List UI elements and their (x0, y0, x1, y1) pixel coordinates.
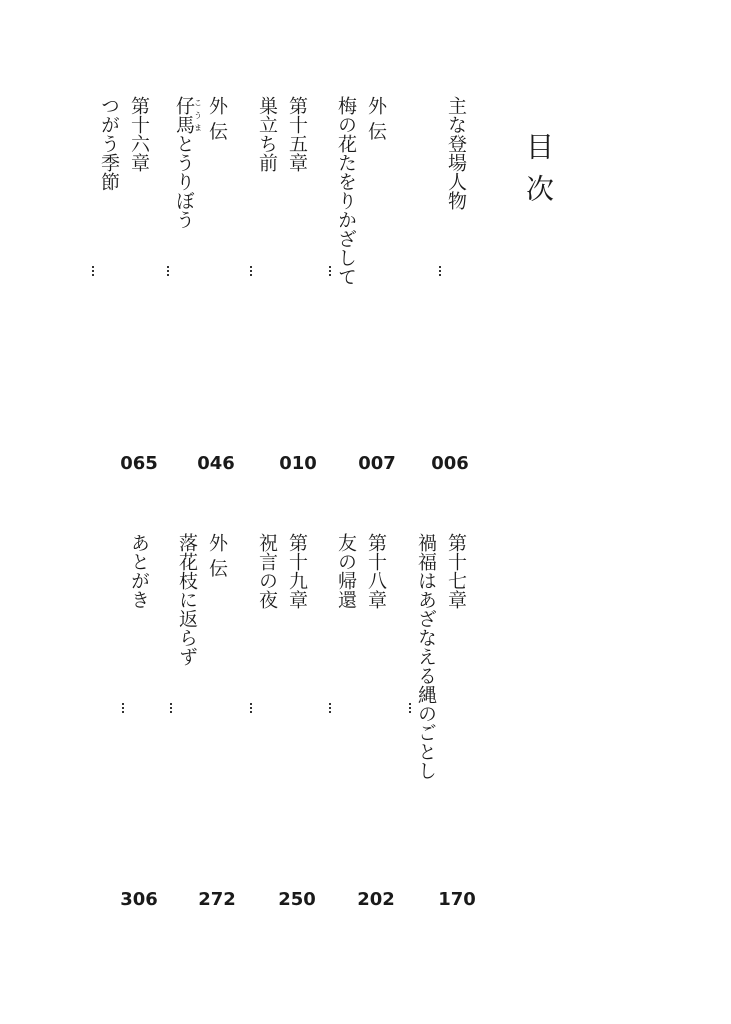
toc-entry-gaiden-ume[interactable] (335, 96, 391, 446)
page-title: 目次 (522, 132, 555, 216)
page-number: 046 (197, 453, 235, 474)
chapter-label: 外 伝 (206, 96, 228, 141)
toc-entry-chapter-18[interactable] (335, 533, 391, 883)
toc-entry-chapter-15[interactable] (256, 96, 312, 446)
chapter-label: 外 伝 (206, 533, 228, 578)
toc-entry-characters[interactable] (441, 96, 471, 446)
toc-entry-chapter-19[interactable] (256, 533, 312, 883)
page-number: 306 (120, 889, 158, 910)
chapter-label: 第十九章 (286, 533, 308, 609)
leader-dots (167, 266, 169, 276)
page-number: 065 (120, 453, 158, 474)
page-number: 202 (357, 889, 395, 910)
leader-dots (329, 266, 331, 276)
leader-dots (329, 703, 331, 713)
chapter-label: 外 伝 (365, 96, 387, 141)
entry-name: 巣立ち前 (256, 96, 278, 172)
chapter-label: 第十七章 (445, 533, 467, 609)
page-number: 007 (358, 453, 396, 474)
leader-dots (170, 703, 172, 713)
leader-dots (439, 266, 441, 276)
toc-entry-afterword[interactable] (124, 533, 154, 883)
toc-entry-chapter-16[interactable] (98, 96, 154, 446)
entry-name: あとがき (128, 533, 150, 609)
leader-dots (250, 266, 252, 276)
entry-name: 仔馬こうまとうりぼう (173, 96, 203, 229)
entry-name: 落花枝に返らず (176, 533, 198, 666)
leader-dots (409, 703, 411, 713)
page-number: 250 (278, 889, 316, 910)
leader-dots (250, 703, 252, 713)
toc-entry-gaiden-rakka[interactable] (176, 533, 232, 883)
chapter-label: 第十六章 (128, 96, 150, 172)
leader-dots (122, 703, 124, 713)
ruby-reading: こうま (193, 96, 203, 134)
page-number: 010 (279, 453, 317, 474)
chapter-label: 第十五章 (286, 96, 308, 172)
page-number: 272 (198, 889, 236, 910)
entry-name: つがう季節 (98, 96, 120, 191)
page-number: 006 (431, 453, 469, 474)
leader-dots (92, 266, 94, 276)
entry-name: 主な登場人物 (445, 96, 467, 210)
page-number: 170 (438, 889, 476, 910)
entry-name: 祝言の夜 (256, 533, 278, 609)
toc-entry-gaiden-koma[interactable] (173, 96, 232, 446)
chapter-label: 第十八章 (365, 533, 387, 609)
toc-entry-chapter-17[interactable] (415, 533, 471, 883)
entry-name: 禍福はあざなえる縄のごとし (415, 533, 437, 780)
entry-name: 梅の花たをりかざして (335, 96, 357, 286)
entry-name: 友の帰還 (335, 533, 357, 609)
